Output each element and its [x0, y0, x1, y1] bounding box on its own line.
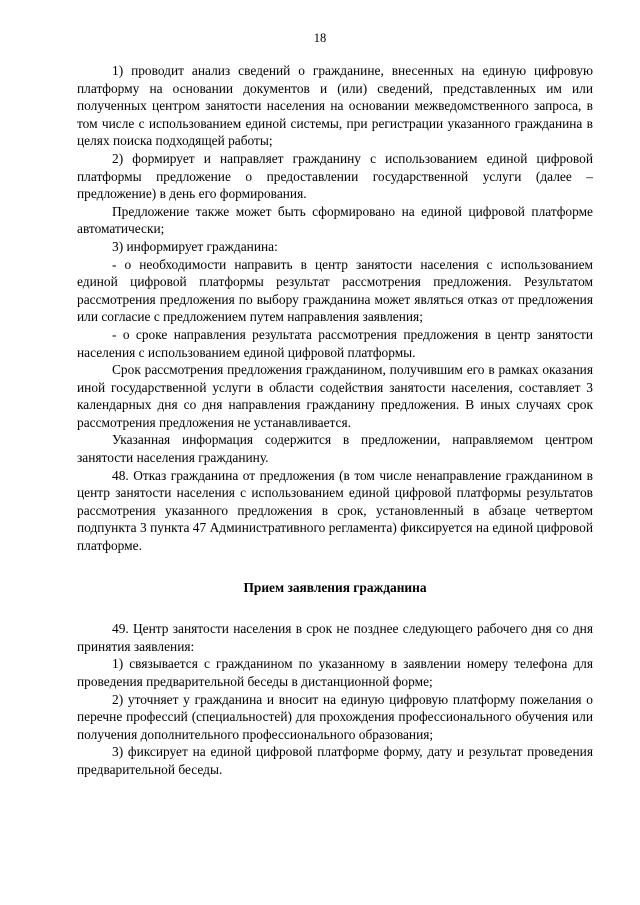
paragraph-49-item-3: 3) фиксирует на единой цифровой платформе форму, дату и результат проведения предварительной беседы.	[77, 744, 593, 777]
page-number: 18	[313, 31, 327, 45]
paragraph-item-2-offer: 2) формирует и направляет гражданину с использованием единой цифровой платформы предложение о предоставлении государственной услуги (далее – предложение) в день его формирования.	[77, 150, 593, 202]
paragraph-49-item-1: 1) связывается с гражданином по указанному в заявлении номеру телефона для проведения предварительной беседы в дистанционной форме;	[77, 656, 593, 689]
section-heading: Прием заявления гражданина	[243, 579, 427, 595]
paragraph-48-refusal: 48. Отказ гражданина от предложения (в том числе ненаправление гражданином в центр занятости населения с использованием единой цифровой платформы результатов рассмотрения указанного предложения в срок, установленный в абзаце четвертом подпункта 3 пункта 47 Административного регламента) фиксируется на единой цифровой платформе.	[77, 467, 593, 554]
paragraph-49-item-2: 2) уточняет у гражданина и вносит на единую цифровую платформу пожелания о перечне профессий (специальностей) для прохождения профессионального обучения или получения дополнительного профессионального образования;	[77, 691, 593, 742]
paragraph-info-contained: Указанная информация содержится в предложении, направляемом центром занятости населения гражданину.	[77, 432, 593, 466]
paragraph-49-center: 49. Центр занятости населения в срок не позднее следующего рабочего дня со дня принятия заявления:	[77, 621, 593, 654]
paragraph-dash-deadline: - о сроке направления результата рассмотрения предложения в центр занятости населения с использованием единой цифровой платформы.	[77, 326, 593, 360]
paragraph-item-1-analysis: 1) проводит анализ сведений о гражданине, внесенных на единую цифровую платформу на основании документов и (или) сведений, представленных им или полученных центром занятости населения на основании межведомственного запроса, в том числе с использованием единой системы, при регистрации указанного гражданина в целях поиска подходящей работы;	[77, 63, 593, 149]
document-body	[77, 62, 593, 779]
paragraph-dash-necessity: - о необходимости направить в центр занятости населения с использованием единой цифровой платформы результат рассмотрения предложения. Результатом рассмотрения предложения по выбору гражданина может являться отказ от предложения или согласие с предложением путем направления заявления;	[77, 256, 593, 325]
paragraph-review-term: Срок рассмотрения предложения гражданином, получившим его в рамках оказания иной государственной услуги в области содействия занятости населения, составляет 3 календарных дня со дня направления гражданину предложения. В иных случаях срок рассмотрения предложения не устанавливается.	[77, 362, 593, 430]
paragraph-offer-automatic: Предложение также может быть сформировано на единой цифровой платформе автоматически;	[77, 203, 593, 237]
paragraph-item-3-informs: 3) информирует гражданина:	[112, 238, 278, 254]
